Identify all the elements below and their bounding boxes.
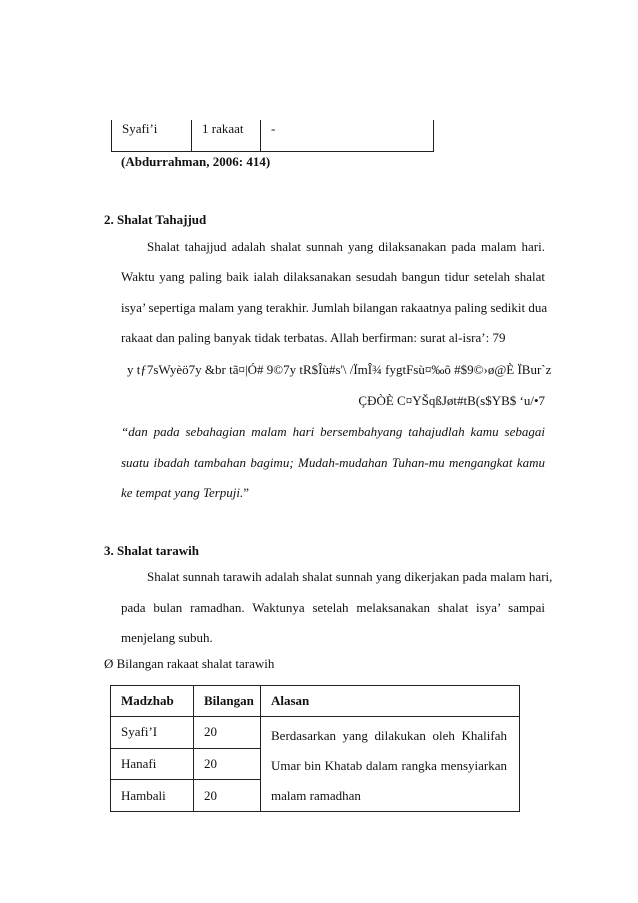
table-cell: Hambali <box>111 780 194 812</box>
table-cell: 20 <box>194 748 261 780</box>
arabic-verse-line: y tƒ7sWyèö7y &br tã¤|Ó# 9©7y tR$Îù#s'\ /ÏmÎ¾ fygtFsù¤‰ô #$9©›ø@È ÏBur`z <box>127 362 552 377</box>
paragraph-line: Shalat tahajjud adalah shalat sunnah yang dilaksanakan pada malam hari. <box>147 239 545 254</box>
previous-table-fragment <box>111 120 434 152</box>
column-header: Alasan <box>261 686 520 717</box>
translation-text: ke tempat yang Terpuji. <box>121 485 244 500</box>
table-row <box>112 120 434 152</box>
column-header: Bilangan <box>194 686 261 717</box>
reason-line: malam ramadhan <box>271 788 361 803</box>
bullet-arrow-icon: Ø <box>104 656 114 671</box>
tarawih-table <box>110 685 520 812</box>
table-cell: 20 <box>194 780 261 812</box>
citation: (Abdurrahman, 2006: 414) <box>121 154 271 169</box>
paragraph-line: Waktu yang paling baik ialah dilaksanakan sesudah bangun tidur setelah shalat <box>121 269 545 284</box>
table-cell: Hanafi <box>111 748 194 780</box>
bullet-item <box>104 656 274 672</box>
section-heading-tarawih: 3. Shalat tarawih <box>104 543 199 558</box>
translation-line: “dan pada sebahagian malam hari bersembahyang tahajudlah kamu sebagai <box>121 424 545 439</box>
table-cell: Syafi’I <box>111 717 194 749</box>
paragraph-line: isya’ sepertiga malam yang terakhir. Jumlah bilangan rakaatnya paling sedikit dua <box>121 300 548 315</box>
translation-line: suatu ibadah tambahan bagimu; Mudah-mudahan Tuhan-mu mengangkat kamu <box>121 455 545 470</box>
paragraph-line: rakaat dan paling banyak tidak terbatas. Allah berfirman: surat al-isra’: 79 <box>121 330 506 345</box>
closing-quote: ” <box>243 485 250 500</box>
reason-line: Umar bin Khatab dalam rangka mensyiarkan <box>271 758 507 773</box>
reason-line: Berdasarkan yang dilakukan oleh Khalifah <box>271 728 507 743</box>
column-header: Madzhab <box>111 686 194 717</box>
table-cell: - <box>261 120 434 152</box>
table-header-row <box>111 686 520 717</box>
reason-cell <box>261 717 520 812</box>
translation-line <box>121 485 249 501</box>
paragraph-line: Shalat sunnah tarawih adalah shalat sunnah yang dikerjakan pada malam hari, <box>147 569 553 584</box>
paragraph-line: pada bulan ramadhan. Waktunya setelah melaksanakan shalat isya’ sampai <box>121 600 545 615</box>
table-cell: 20 <box>194 717 261 749</box>
bullet-text: Bilangan rakaat shalat tarawih <box>116 656 275 671</box>
table-row <box>111 717 520 749</box>
table-cell: 1 rakaat <box>192 120 261 152</box>
table-cell: Syafi’i <box>112 120 192 152</box>
paragraph-line: menjelang subuh. <box>121 630 213 645</box>
section-heading-tahajjud: 2. Shalat Tahajjud <box>104 212 207 227</box>
arabic-verse-line: ÇÐÒÈ C¤YŠqßJøt#tB(s$YB$ ‘u/•7 <box>358 393 545 408</box>
